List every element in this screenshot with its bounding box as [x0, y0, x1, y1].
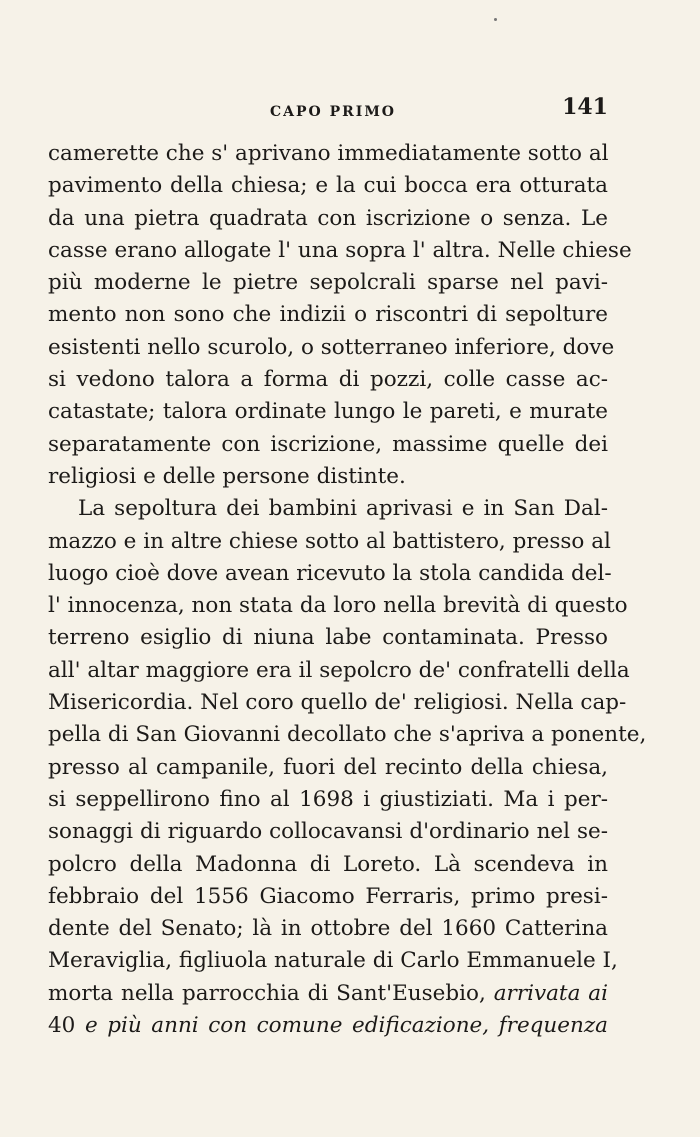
text-italic: arrivata ai — [493, 980, 608, 1006]
print-speck — [494, 18, 497, 21]
text-roman: 40 — [48, 1013, 76, 1039]
text-line: pavimento della chiesa; e la cui bocca era otturata — [48, 173, 608, 199]
text-line-mixed — [48, 1010, 608, 1042]
text-line: l' innocenza, non stata da loro nella brevità di questo — [48, 593, 628, 619]
page-header — [48, 92, 608, 122]
text-line: presso al campanile, fuori del recinto della chiesa, — [48, 754, 608, 780]
text-line: febbraio del 1556 Giacomo Ferraris, primo presi- — [48, 883, 608, 909]
text-line: separatamente con iscrizione, massime quelle dei — [48, 431, 608, 457]
text-line: pella di San Giovanni decollato che s'apriva a ponente, — [48, 722, 647, 748]
text-line: religiosi e delle persone distinte. — [48, 463, 406, 489]
text-line: casse erano allogate l' una sopra l' altra. Nelle chiese — [48, 237, 632, 263]
text-italic: e più anni con comune edificazione, — [84, 1013, 490, 1039]
text-italic: frequenza — [498, 1013, 608, 1039]
text-line: luogo cioè dove avean ricevuto la stola candida del- — [48, 560, 612, 586]
running-head: CAPO PRIMO — [270, 104, 397, 120]
text-line: mento non sono che indizii o riscontri di sepolture — [48, 302, 608, 328]
text-line: esistenti nello scurolo, o sotterraneo inferiore, dove — [48, 334, 615, 360]
body-text — [48, 138, 647, 1042]
paragraph-start-line: La sepoltura dei bambini aprivasi e in San Dal- — [78, 496, 608, 522]
text-line: dente del Senato; là in ottobre del 1660 Catterina — [48, 916, 608, 942]
text-line: terreno esiglio di niuna labe contaminata. Presso — [48, 625, 608, 651]
text-line: sonaggi di riguardo collocavansi d'ordinario nel se- — [48, 819, 608, 845]
text-roman: morta nella parrocchia di Sant'Eusebio, — [48, 980, 486, 1006]
page-number: 141 — [562, 94, 608, 120]
text-line: si vedono talora a forma di pozzi, colle casse ac- — [48, 367, 608, 393]
text-line: all' altar maggiore era il sepolcro de' confratelli della — [48, 657, 630, 683]
text-line-mixed — [48, 978, 608, 1010]
text-line: polcro della Madonna di Loreto. Là scendeva in — [48, 851, 608, 877]
text-line: si seppellirono fino al 1698 i giustiziati. Ma i per- — [48, 786, 608, 812]
text-line: più moderne le pietre sepolcrali sparse nel pavi- — [48, 270, 608, 296]
text-line: da una pietra quadrata con iscrizione o senza. Le — [48, 205, 608, 231]
text-line: Misericordia. Nel coro quello de' religiosi. Nella cap- — [48, 690, 627, 716]
text-line: camerette che s' aprivano immediatamente sotto al — [48, 141, 609, 166]
text-line: mazzo e in altre chiese sotto al battistero, presso al — [48, 528, 611, 554]
text-line: catastate; talora ordinate lungo le pareti, e murate — [48, 399, 608, 425]
text-line: Meraviglia, figliuola naturale di Carlo Emmanuele I, — [48, 948, 618, 974]
